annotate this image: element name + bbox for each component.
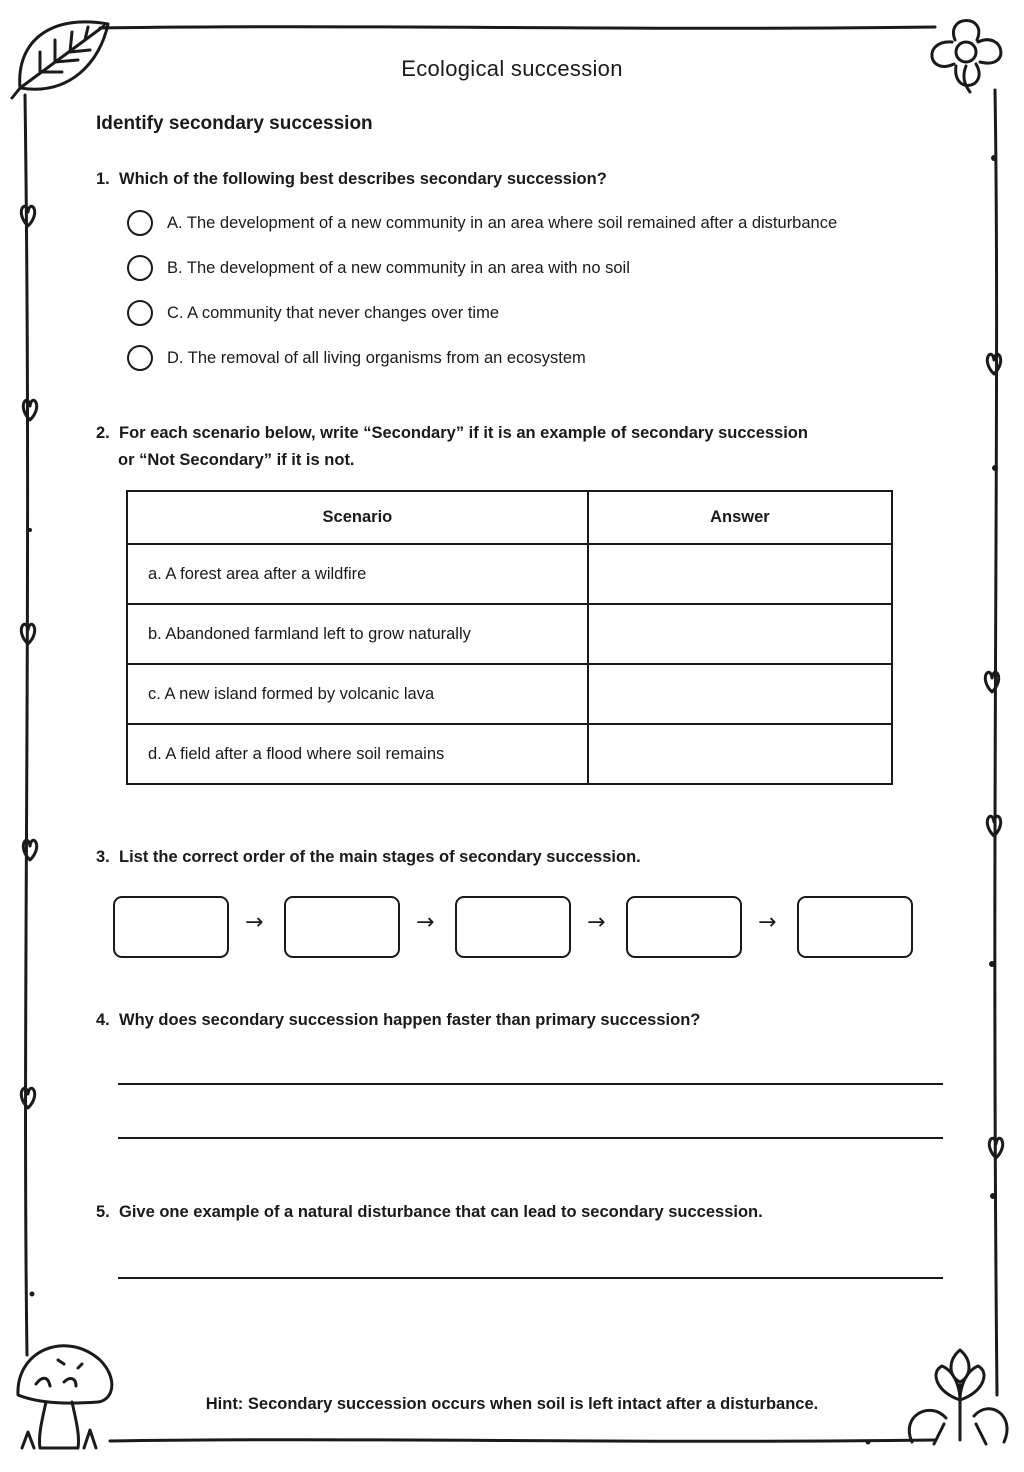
answer-cell[interactable] [588,724,892,784]
option-c[interactable] [127,298,499,328]
option-b[interactable] [127,253,630,283]
question-1 [96,170,607,189]
radio-button[interactable] [127,300,153,326]
question-5 [96,1203,763,1222]
scenario-cell: a. A forest area after a wildfire [127,544,588,604]
scenario-cell: b. Abandoned farmland left to grow naturally [127,604,588,664]
question-number: 1. [96,170,110,188]
option-label: B. The development of a new community in an area with no soil [167,258,630,277]
arrow-icon: → [587,910,606,935]
arrow-icon: → [416,910,435,935]
answer-cell[interactable] [588,604,892,664]
radio-button[interactable] [127,255,153,281]
question-2 [96,424,808,470]
stage-box-4[interactable] [626,896,742,958]
question-text: Give one example of a natural disturbance that can lead to secondary succession. [119,1203,763,1221]
question-3 [96,848,641,867]
radio-button[interactable] [127,210,153,236]
question-text: Which of the following best describes secondary succession? [119,170,607,188]
stage-box-2[interactable] [284,896,400,958]
scenario-cell: c. A new island formed by volcanic lava [127,664,588,724]
column-header-answer: Answer [588,491,892,544]
question-text: Why does secondary succession happen faster than primary succession? [119,1011,701,1029]
question-number: 3. [96,848,110,866]
stage-box-5[interactable] [797,896,913,958]
answer-cell[interactable] [588,664,892,724]
option-label: D. The removal of all living organisms from an ecosystem [167,348,586,367]
answer-line[interactable] [118,1137,943,1139]
option-label: A. The development of a new community in an area where soil remained after a disturbance [167,213,838,232]
table-header-row [127,491,892,544]
hint-text: Hint: Secondary succession occurs when soil is left intact after a disturbance. [205,1395,819,1413]
stage-box-3[interactable] [455,896,571,958]
question-4 [96,1011,700,1030]
table-row [127,724,892,784]
question-text: List the correct order of the main stages of secondary succession. [119,848,641,866]
question-text-continued: or “Not Secondary” if it is not. [118,451,355,469]
scenario-cell: d. A field after a flood where soil remains [127,724,588,784]
option-label: C. A community that never changes over time [167,303,499,322]
scenario-table [126,490,893,785]
radio-button[interactable] [127,345,153,371]
question-number: 5. [96,1203,110,1221]
stage-box-1[interactable] [113,896,229,958]
arrow-icon: → [245,910,264,935]
option-d[interactable] [127,343,586,373]
question-text: For each scenario below, write “Secondary” if it is an example of secondary succession [119,424,808,442]
table-row [127,604,892,664]
table-row [127,544,892,604]
section-heading: Identify secondary succession [96,113,373,134]
arrow-icon: → [758,910,777,935]
column-header-scenario: Scenario [127,491,588,544]
worksheet-title: Ecological succession [401,56,623,81]
answer-line[interactable] [118,1083,943,1085]
answer-cell[interactable] [588,544,892,604]
table-row [127,664,892,724]
option-a[interactable] [127,208,837,238]
question-number: 2. [96,424,110,442]
answer-line[interactable] [118,1277,943,1279]
question-number: 4. [96,1011,110,1029]
